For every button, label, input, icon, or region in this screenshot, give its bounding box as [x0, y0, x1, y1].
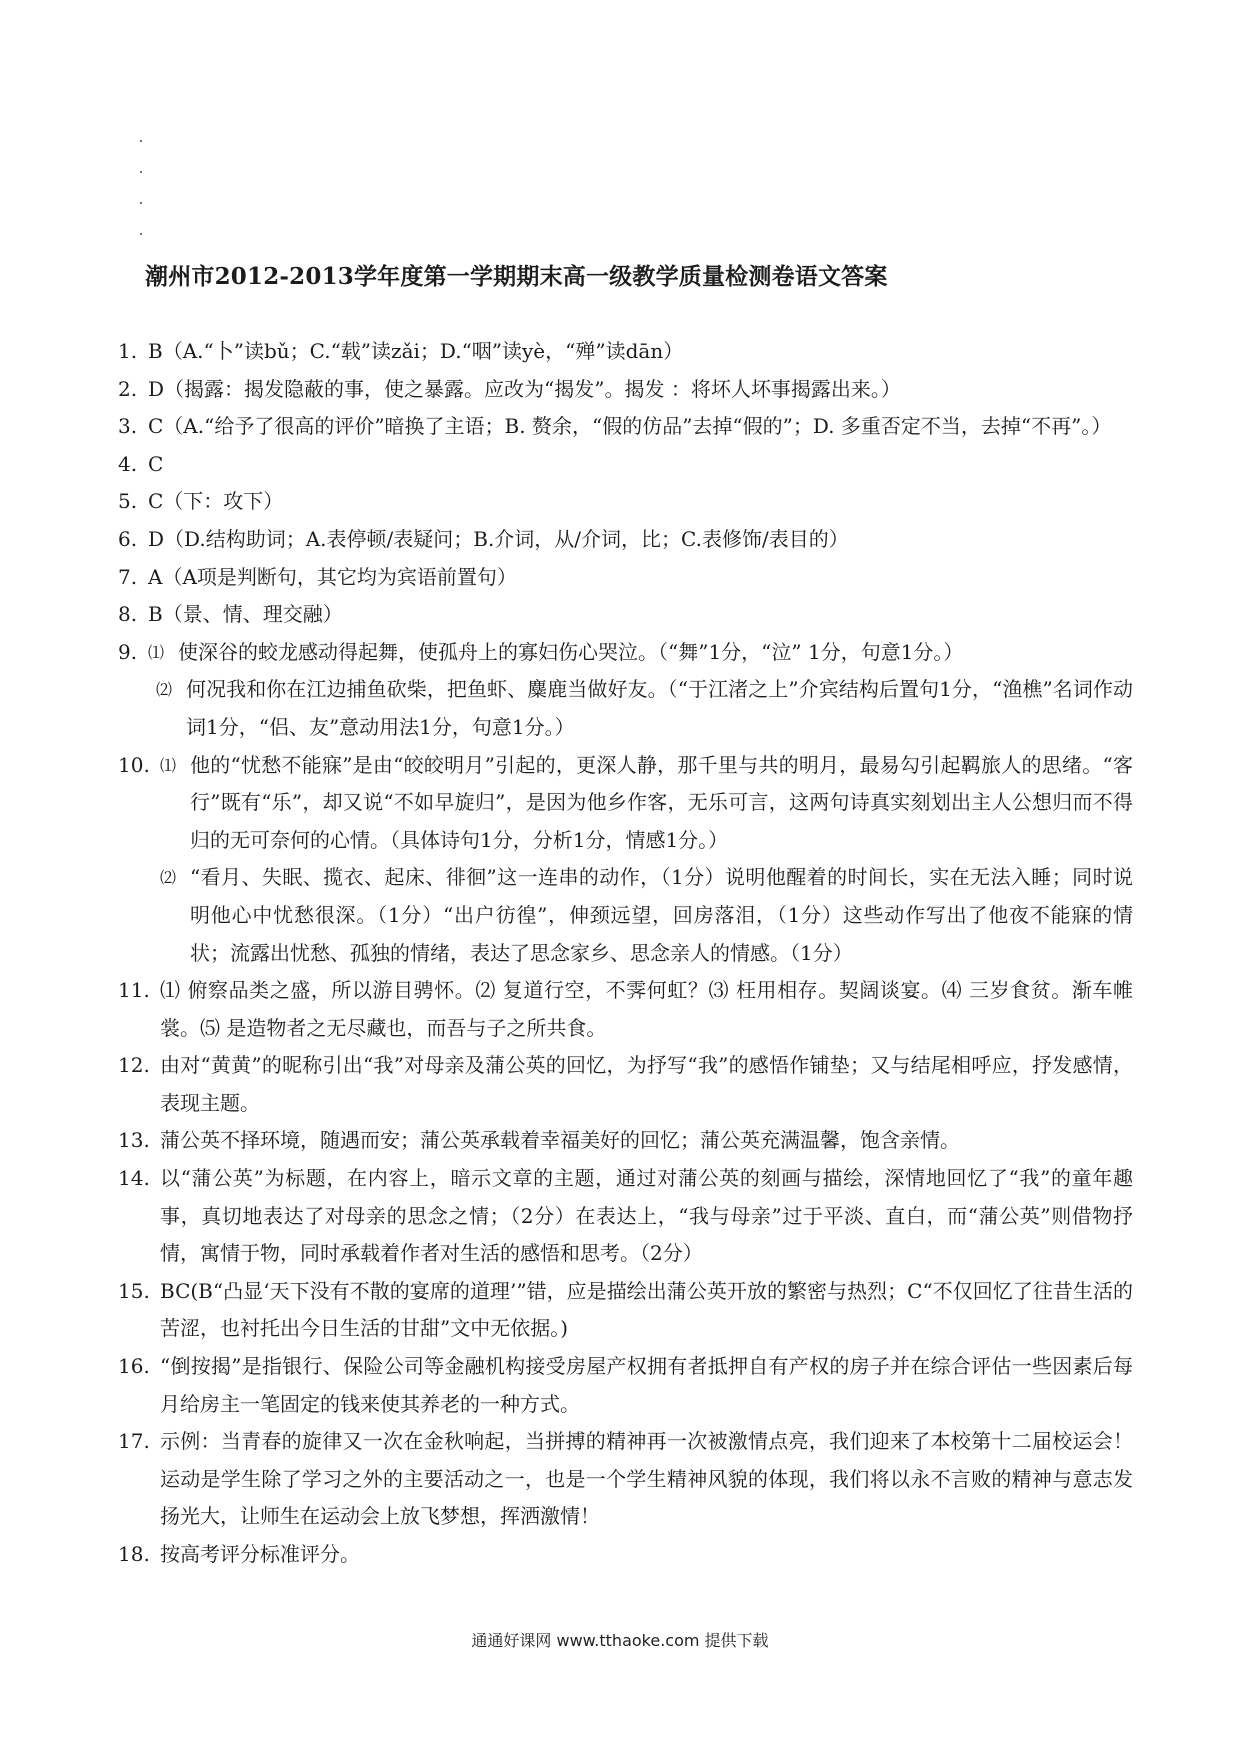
answer-item	[118, 1536, 1133, 1574]
answer-text: C（A.“给予了很高的评价”暗换了主语；B. 赘余，“假的仿品”去掉“假的”；D. 多重否定不当，去掉“不再”。）	[148, 414, 1112, 439]
document-title: 潮州市2012-2013学年度第一学期期末高一级教学质量检测卷语文答案	[145, 263, 888, 290]
answer-item	[118, 1047, 1133, 1122]
sub-answer	[148, 634, 1133, 672]
answer-item	[118, 333, 1133, 371]
dot	[140, 233, 142, 235]
answer-item	[118, 1122, 1133, 1160]
answer-number: 4.	[118, 451, 138, 476]
sub-answer-text: 使深谷的蛟龙感动得起舞，使孤舟上的寡妇伤心哭泣。（“舞”1分，“泣” 1分，句意1分。）	[178, 639, 964, 664]
answer-subitems	[160, 747, 1133, 973]
answer-item	[118, 1273, 1133, 1348]
answer-number: 15.	[118, 1278, 150, 1303]
answer-number: 14.	[118, 1166, 150, 1191]
answer-item	[118, 521, 1133, 559]
answer-item	[118, 559, 1133, 597]
sub-answer-number: ⑴	[148, 642, 165, 662]
answer-list	[118, 333, 1133, 1574]
answer-number: 12.	[118, 1053, 150, 1078]
answer-number: 18.	[118, 1542, 150, 1566]
margin-dots	[140, 140, 146, 264]
sub-answer-number: ⑴	[160, 755, 177, 775]
answer-text: C	[148, 451, 164, 476]
answer-item	[118, 408, 1133, 446]
answer-text: 按高考评分标准评分。	[160, 1542, 360, 1566]
answer-text: C（下：攻下）	[148, 489, 284, 514]
dot	[140, 202, 142, 204]
answer-text: “倒按揭”是指银行、保险公司等金融机构接受房屋产权拥有者抵押自有产权的房子并在综合评估一些因素后每月给房主一笔固定的钱来使其养老的一种方式。	[160, 1354, 1133, 1416]
answer-item	[118, 634, 1133, 747]
answer-item	[118, 483, 1133, 521]
answer-item	[118, 596, 1133, 634]
answer-number: 9.	[118, 639, 138, 664]
sub-answer-text: 何况我和你在江边捕鱼砍柴，把鱼虾、麋鹿当做好友。（“于江渚之上”介宾结构后置句1分，“渔樵”名词作动词1分，“侣、友”意动用法1分，句意1分。）	[186, 677, 1133, 739]
answer-number: 16.	[118, 1354, 150, 1379]
answer-number: 2.	[118, 376, 138, 401]
sub-answer-text: 他的“忧愁不能寐”是由“皎皎明月”引起的，更深人静，那千里与共的明月，最易勾引起羁旅人的思绪。“客行”既有“乐”，却又说“不如早旋归”，是因为他乡作客，无乐可言，这两句诗真实刻划出主人公想归而不得归的无可奈何的心情。（具体诗句1分，分析1分，情感1分。）	[190, 752, 1133, 852]
answer-text: BC(B“凸显‘天下没有不散的宴席的道理’”错，应是描绘出蒲公英开放的繁密与热烈；C“不仅回忆了往昔生活的苦涩，也衬托出今日生活的甘甜”文中无依据。)	[160, 1278, 1133, 1341]
answer-item	[118, 972, 1133, 1047]
sub-answer	[160, 747, 1133, 860]
sub-answer	[156, 671, 1133, 746]
answer-number: 1.	[118, 339, 138, 363]
answer-text: B（景、情、理交融）	[148, 602, 343, 627]
answer-number: 5.	[118, 489, 138, 514]
answer-item	[118, 371, 1133, 409]
dot	[140, 140, 142, 142]
answer-number: 6.	[118, 526, 138, 551]
answer-number: 17.	[118, 1429, 150, 1454]
answer-subitems	[148, 634, 1133, 747]
answer-text: D（揭露：揭发隐蔽的事，使之暴露。应改为“揭发”。揭发 ：将坏人坏事揭露出来。）	[148, 376, 901, 401]
answer-item	[118, 747, 1133, 973]
answer-item	[118, 1348, 1133, 1423]
answer-text: 蒲公英不择环境，随遇而安；蒲公英承载着幸福美好的回忆；蒲公英充满温馨，饱含亲情。	[160, 1128, 960, 1153]
answer-number: 8.	[118, 602, 138, 627]
answer-number: 3.	[118, 414, 138, 439]
sub-answer-number: ⑵	[156, 680, 173, 700]
footer-download-note: 通通好课网 www.tthaoke.com 提供下载	[471, 1631, 769, 1650]
answer-item	[118, 1423, 1133, 1536]
answer-text: D（D.结构助词；A.表停顿/表疑问；B.介词，从/介词，比；C.表修饰/表目的）	[148, 526, 849, 551]
answer-text: 示例：当青春的旋律又一次在金秋响起，当拼搏的精神再一次被激情点亮，我们迎来了本校第十二届校运会！运动是学生除了学习之外的主要活动之一，也是一个学生精神风貌的体现，我们将以永不言败的精神与意志发扬光大，让师生在运动会上放飞梦想，挥洒激情！	[160, 1429, 1133, 1529]
answer-item	[118, 446, 1133, 484]
answer-text: B（A.“卜”读bǔ；C.“载”读zǎi；D.“咽”读yè，“殚”读dān）	[148, 339, 684, 363]
sub-answer-text: “看月、失眠、揽衣、起床、徘徊”这一连串的动作，（1分）说明他醒着的时间长，实在无法入睡；同时说明他心中忧愁很深。（1分）“出户彷徨”，伸颈远望，回房落泪，（1分）这些动作写出了他夜不能寐的情状；流露出忧愁、孤独的情绪，表达了思念家乡、思念亲人的情感。（1分）	[190, 865, 1133, 965]
sub-answer	[160, 859, 1133, 972]
answer-item	[118, 1160, 1133, 1273]
answer-number: 13.	[118, 1128, 150, 1153]
sub-answer-number: ⑵	[160, 868, 177, 888]
answer-number: 11.	[118, 978, 150, 1003]
answer-text: ⑴ 俯察品类之盛，所以游目骋怀。⑵ 复道行空，不霁何虹？⑶ 枉用相存。契阔谈宴。⑷ 三岁食贫。渐车帷裳。⑸ 是造物者之无尽藏也，而吾与子之所共食。	[160, 978, 1133, 1040]
answer-text: A（A项是判断句，其它均为宾语前置句）	[148, 564, 517, 589]
answer-text: 由对“黄黄”的昵称引出“我”对母亲及蒲公英的回忆，为抒写“我”的感悟作铺垫；又与结尾相呼应，抒发感情，表现主题。	[160, 1053, 1133, 1115]
dot	[140, 171, 142, 173]
answer-number: 7.	[118, 564, 138, 589]
answer-number: 10.	[118, 752, 150, 777]
answer-text: 以“蒲公英”为标题，在内容上，暗示文章的主题，通过对蒲公英的刻画与描绘，深情地回忆了“我”的童年趣事，真切地表达了对母亲的思念之情；（2分）在表达上，“我与母亲”过于平淡、直白，而“蒲公英”则借物抒情，寓情于物，同时承载着作者对生活的感悟和思考。（2分）	[160, 1166, 1133, 1266]
